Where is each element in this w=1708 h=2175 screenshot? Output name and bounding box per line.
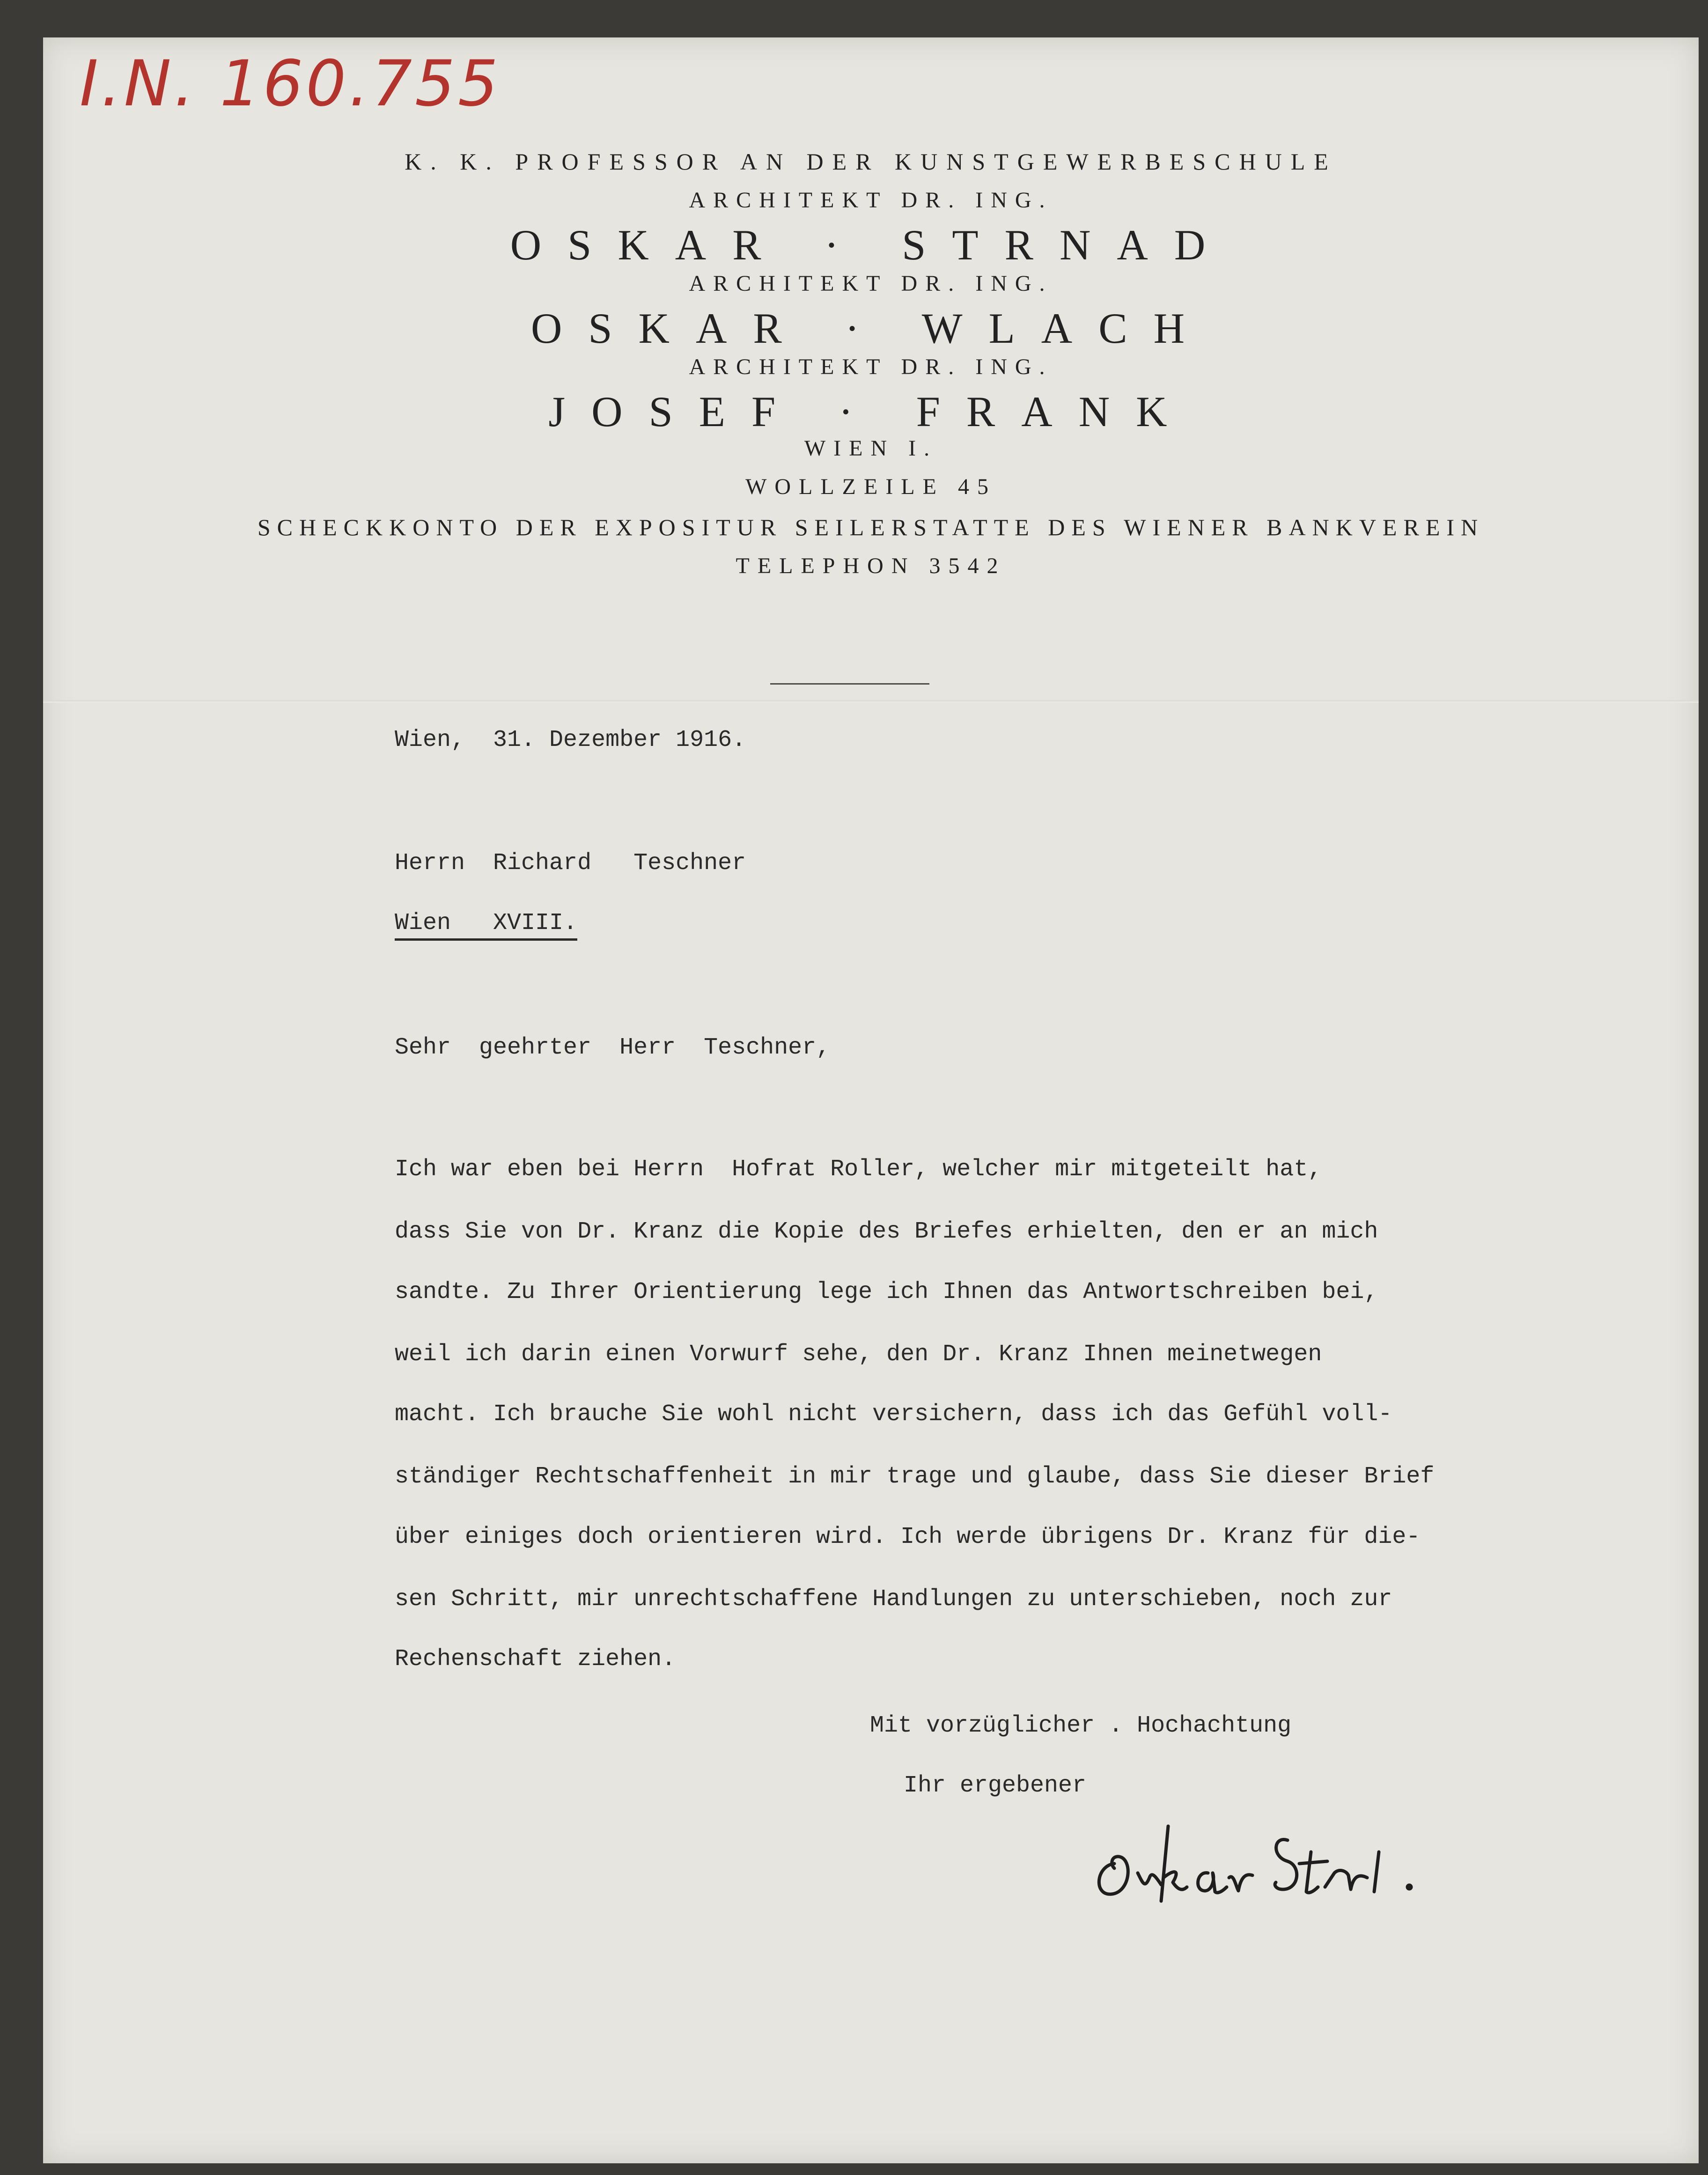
body-line: sen Schritt, mir unrechtschaffene Handlungen zu unterschieben, noch zur [395, 1586, 1392, 1613]
closing-line-2: Ihr ergebener [904, 1772, 1087, 1799]
paper-fold [43, 700, 1699, 703]
letterhead-architect1-name: OSKAR · STRNAD [510, 221, 1232, 269]
body-line: dass Sie von Dr. Kranz die Kopie des Briefes erhielten, den er an mich [395, 1218, 1378, 1245]
letterhead-divider [770, 683, 929, 685]
body-line: sandte. Zu Ihrer Orientierung lege ich Ihnen das Antwortschreiben bei, [395, 1279, 1378, 1305]
body-line: über einiges doch orientieren wird. Ich werde übrigens Dr. Kranz für die- [395, 1524, 1421, 1550]
letterhead-phone: TELEPHON 3542 [736, 553, 1006, 578]
body-line: weil ich darin einen Vorwurf sehe, den Dr. Kranz Ihnen meinetwegen [395, 1341, 1322, 1368]
letterhead-architect3-name: JOSEF · FRANK [548, 388, 1193, 435]
body-line: ständiger Rechtschaffenheit in mir trage und glaube, dass Sie dieser Brief [395, 1463, 1435, 1490]
letterhead-street: WOLLZEILE 45 [745, 474, 996, 499]
body-line: Ich war eben bei Herrn Hofrat Roller, welcher mir mitgeteilt hat, [395, 1156, 1322, 1183]
letterhead-architect3-title: ARCHITEKT DR. ING. [689, 354, 1053, 379]
closing-line: Mit vorzüglicher . Hochachtung [870, 1712, 1292, 1739]
handwritten-signature [1086, 1807, 1423, 1915]
salutation: Sehr geehrter Herr Teschner, [395, 1034, 831, 1061]
letterhead-bank: SCHECKKONTO DER EXPOSITUR SEILERSTATTE DES WIENER BANKVEREIN [257, 514, 1485, 540]
body-line: macht. Ich brauche Sie wohl nicht versichern, dass ich das Gefühl voll- [395, 1401, 1392, 1428]
letterhead-architect1-title: ARCHITEKT DR. ING. [689, 188, 1053, 213]
letterhead-city: WIEN I. [804, 436, 938, 461]
letterhead-architect2-name: OSKAR · WLACH [530, 304, 1211, 352]
body-line: Rechenschaft ziehen. [395, 1646, 676, 1673]
letter-date: Wien, 31. Dezember 1916. [395, 727, 746, 753]
recipient-city: Wien XVIII. [395, 910, 577, 941]
letterhead-professor-line: K. K. PROFESSOR AN DER KUNSTGEWERBESCHULE [405, 148, 1337, 175]
archive-number: I.N. 160.755 [80, 47, 501, 120]
recipient-name: Herrn Richard Teschner [395, 850, 746, 877]
letterhead-architect2-title: ARCHITEKT DR. ING. [689, 271, 1053, 296]
